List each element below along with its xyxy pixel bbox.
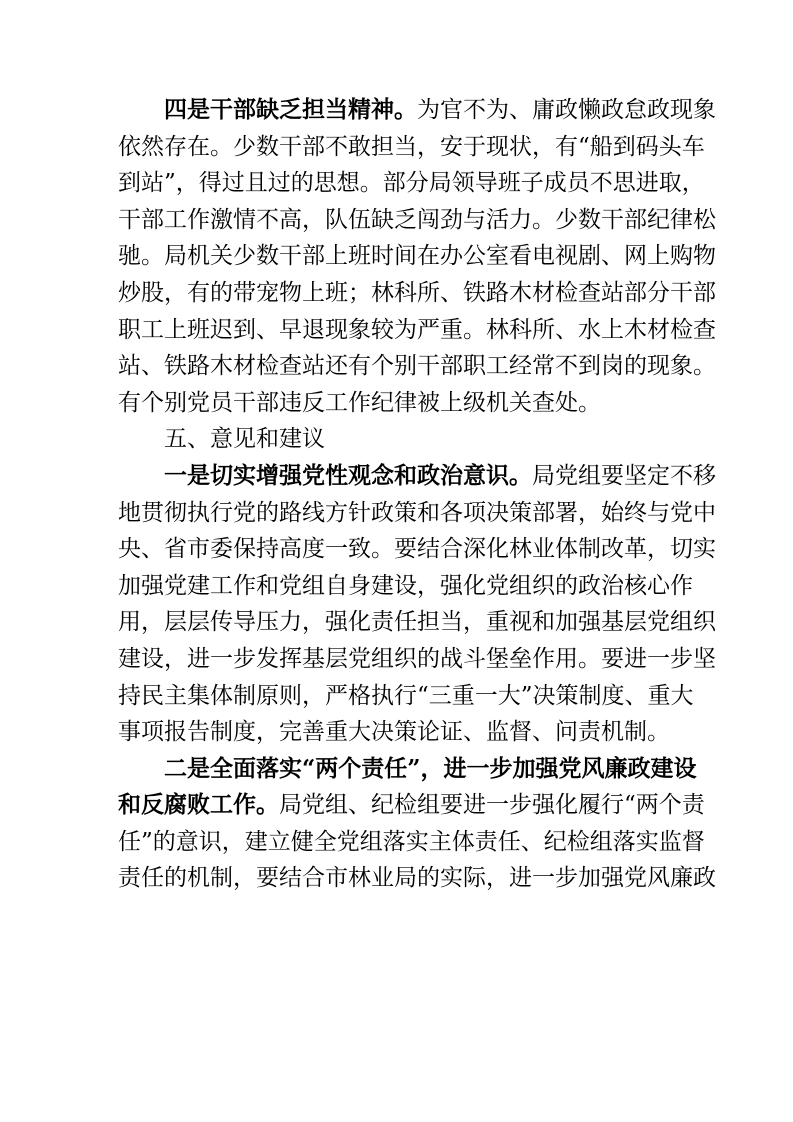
paragraph-line <box>118 678 694 715</box>
body-text-run: 事项报告制度，完善重大决策论证、监督、问责机制。 <box>118 719 670 746</box>
bold-lead-text: 四是干部缺乏担当精神。 <box>164 96 417 123</box>
paragraph-line <box>118 238 716 275</box>
body-text-run: 到站”，得过且过的思想。部分局领导班子成员不思进取， <box>118 170 705 197</box>
paragraph-line <box>118 385 678 422</box>
bold-lead-text: 一是切实增强党性观念和政治意识。 <box>164 461 532 489</box>
body-text-run: 五、意见和建议 <box>164 426 325 453</box>
paragraph-line <box>118 824 705 861</box>
paragraph <box>118 751 716 897</box>
paragraph <box>118 458 716 751</box>
paragraph-line <box>118 860 716 897</box>
paragraph-line <box>118 348 716 385</box>
body-text-run: 央、省市委保持高度一致。要结合深化林业体制改革，切实 <box>118 536 716 563</box>
paragraph-line <box>118 129 705 166</box>
paragraph-line <box>118 568 693 605</box>
body-text-run: 依然存在。少数干部不敢担当，安于现状，有“船到码头车 <box>118 133 705 160</box>
body-text-run: 炒股，有的带宠物上班；林科所、铁路木材检查站部分干部 <box>118 279 716 306</box>
paragraph-line <box>118 312 716 349</box>
body-text <box>118 92 716 897</box>
paragraph-line <box>118 787 705 824</box>
body-text-run: 驰。局机关少数干部上班时间在办公室看电视剧、网上购物 <box>118 243 716 270</box>
body-text-run: 用，层层传导压力，强化责任担当，重视和加强基层党组织 <box>118 609 716 636</box>
bold-lead-text: 和反腐败工作。 <box>118 791 279 819</box>
paragraph-first-line <box>118 92 716 129</box>
paragraph-line <box>118 165 705 202</box>
paragraph-first-line <box>118 421 678 458</box>
body-text-run: 干部工作激情不高，队伍缺乏闯劲与活力。少数干部纪律松 <box>118 206 716 233</box>
body-text-run: 局党组要坚定不移 <box>532 462 716 489</box>
paragraph-line <box>118 202 716 239</box>
body-text-run: 任”的意识，建立健全党组落实主体责任、纪检组落实监督 <box>118 828 705 855</box>
bold-lead-text: 二是全面落实“两个责任”，进一步加强党风廉政建设 <box>164 754 697 782</box>
paragraph-line <box>118 604 716 641</box>
paragraph <box>118 421 678 458</box>
body-text-run: 建设，进一步发挥基层党组织的战斗堡垒作用。要进一步坚 <box>118 645 716 672</box>
paragraph-first-line <box>118 751 697 788</box>
body-text-run: 局党组、纪检组要进一步强化履行“两个责 <box>279 792 705 819</box>
paragraph-line <box>118 531 716 568</box>
body-text-run: 职工上班迟到、早退现象较为严重。林科所、水上木材检查 <box>118 316 716 343</box>
paragraph-line <box>118 275 716 312</box>
paragraph-first-line <box>118 458 716 495</box>
paragraph <box>118 92 716 421</box>
body-text-run: 地贯彻执行党的路线方针政策和各项决策部署，始终与党中 <box>118 499 716 526</box>
paragraph-line <box>118 641 716 678</box>
body-text-run: 站、铁路木材检查站还有个别干部职工经常不到岗的现象。 <box>118 353 716 380</box>
body-text-run: 为官不为、庸政懒政怠政现象 <box>417 97 716 123</box>
body-text-run: 有个别党员干部违反工作纪律被上级机关查处。 <box>118 389 601 416</box>
paragraph-line <box>118 495 716 532</box>
paragraph-line <box>118 714 678 751</box>
body-text-run: 加强党建工作和党组自身建设，强化党组织的政治核心作 <box>118 572 693 599</box>
body-text-run: 持民主集体制原则，严格执行“三重一大”决策制度、重大 <box>118 682 694 709</box>
body-text-run: 责任的机制，要结合市林业局的实际，进一步加强党风廉政 <box>118 865 716 892</box>
